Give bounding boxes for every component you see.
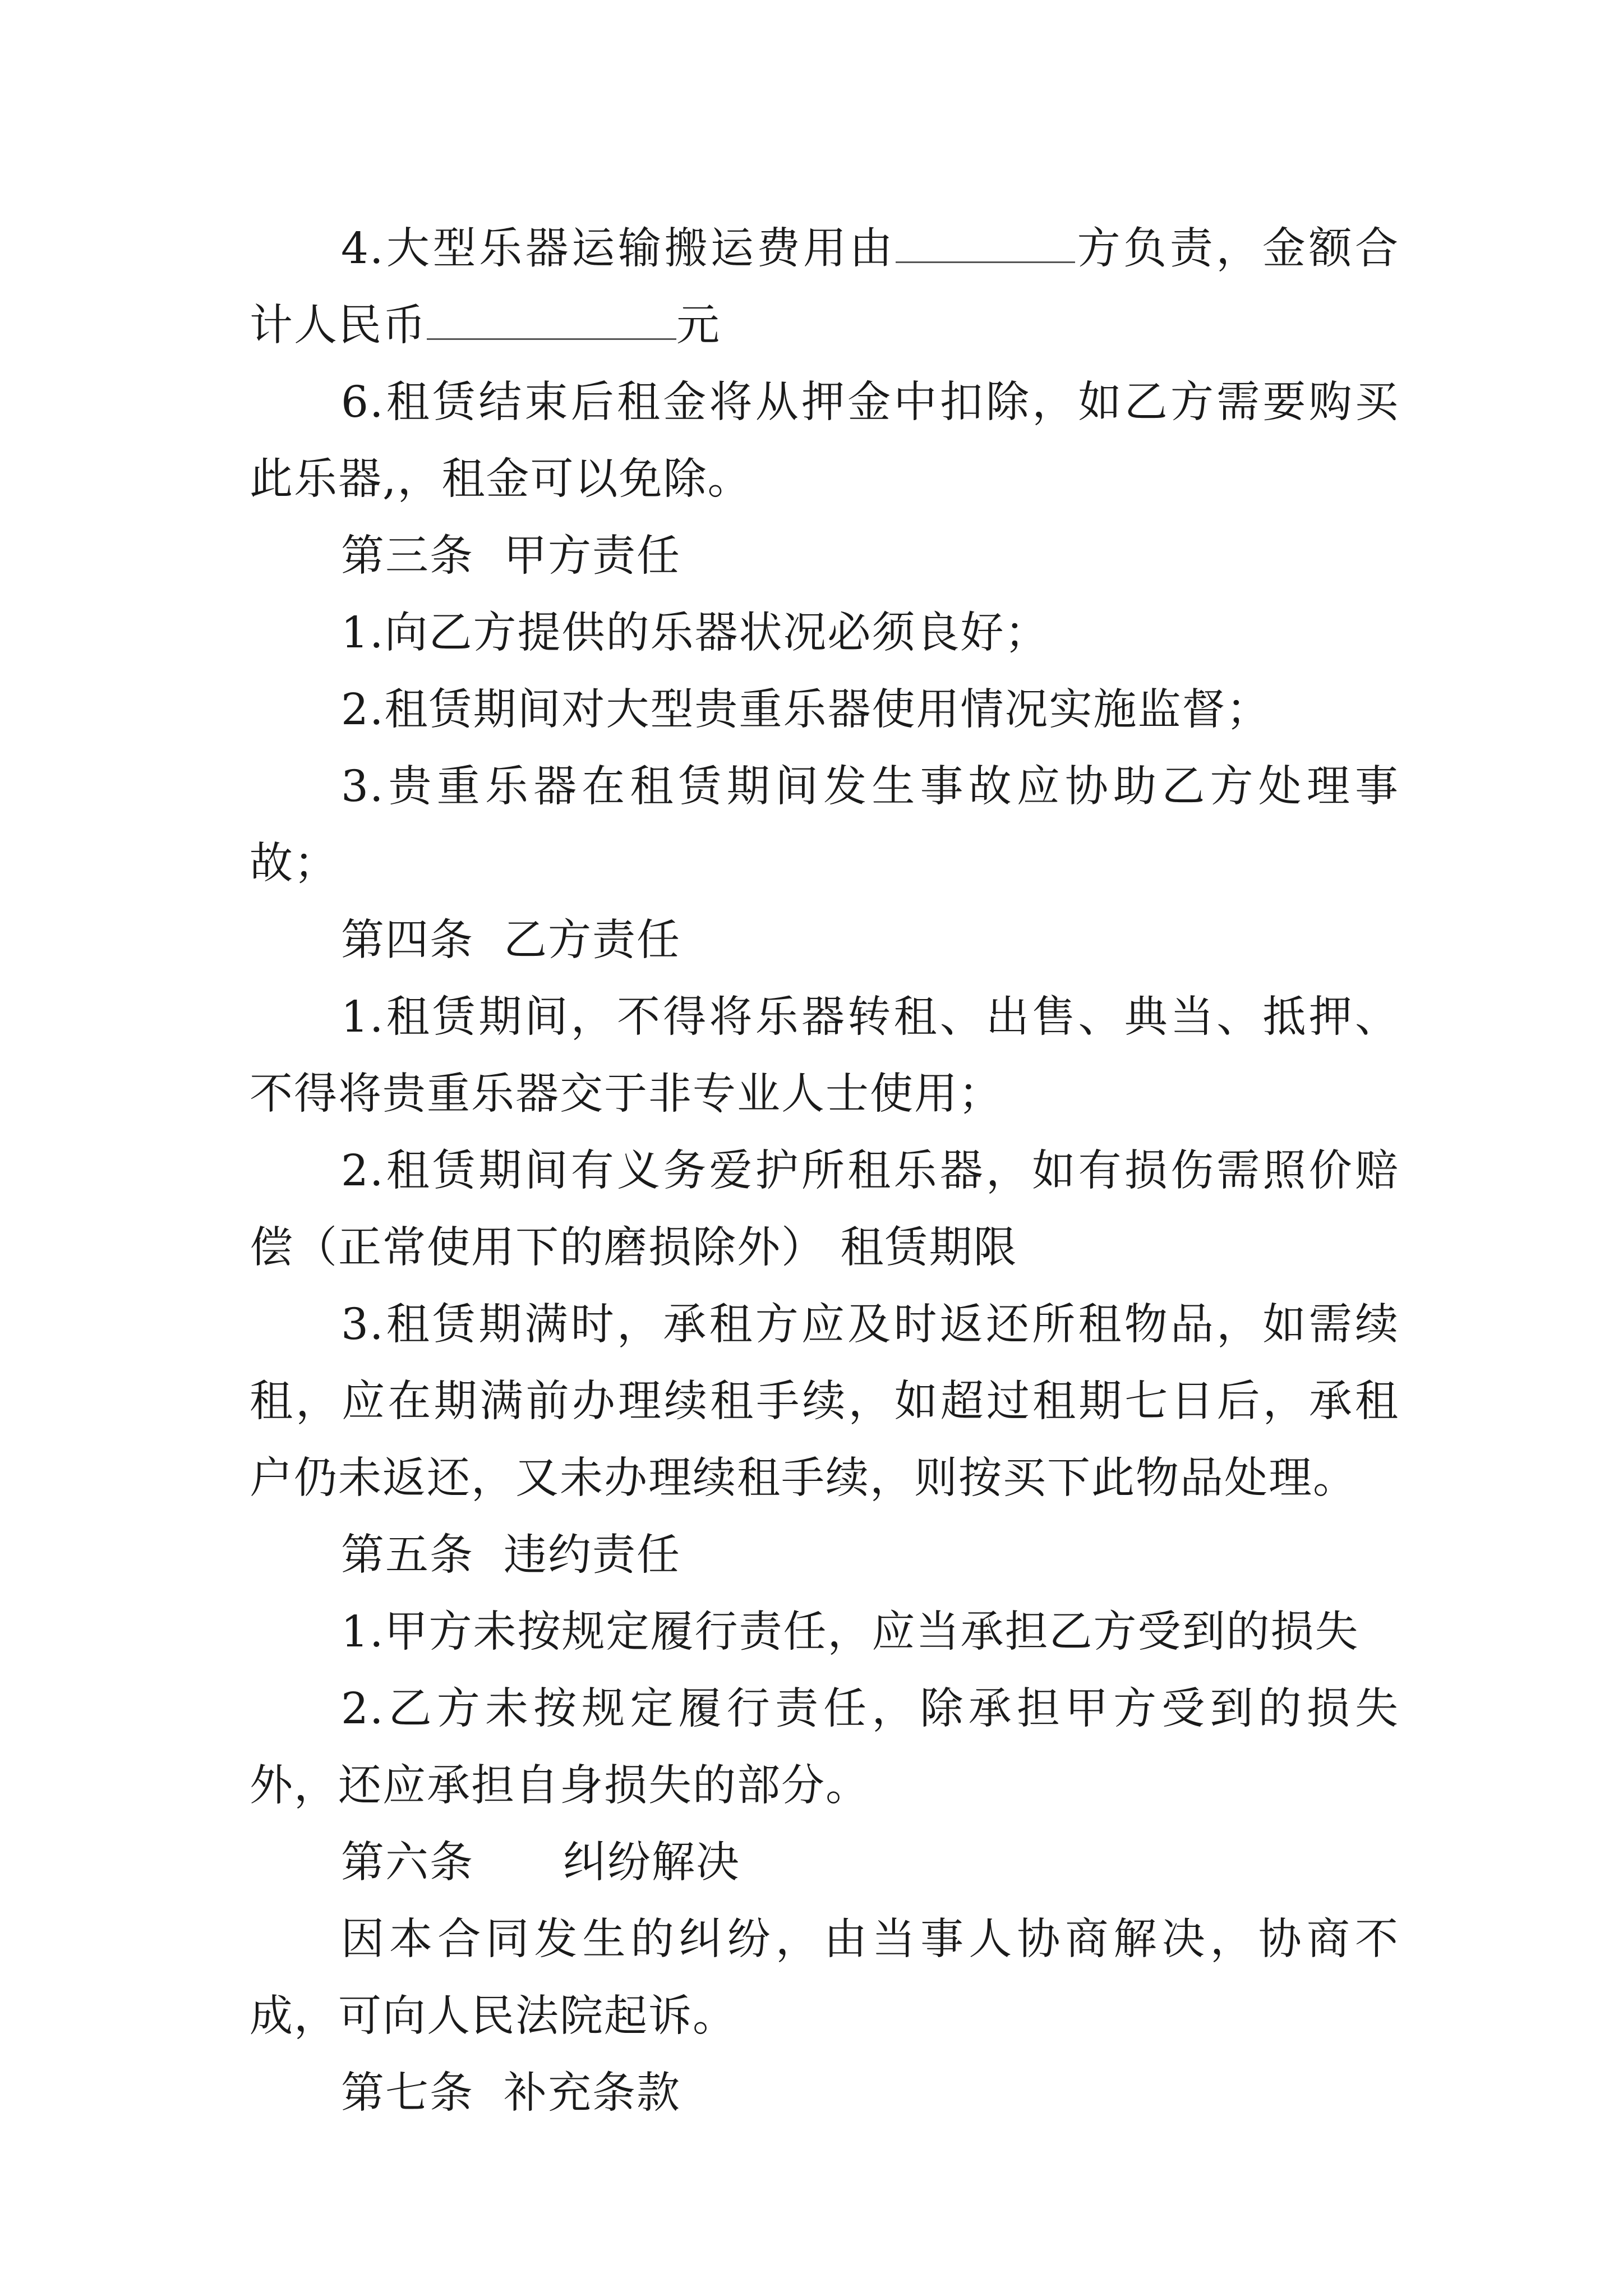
paragraph-5-1: 1.甲方未按规定履行责任，应当承担乙方受到的损失	[341, 1607, 1359, 1657]
responsible-party-blank[interactable]	[896, 228, 1075, 263]
paragraph-4-2: 2.租赁期间有义务爱护所租乐器，如有损伤需照价赔偿（正常使用下的磨损除外） 租赁期限	[250, 1146, 1399, 1273]
paragraph-4-3: 3.租赁期满时，承租方应及时返还所租物品，如需续租，应在期满前办理续租手续，如超过租期七日后，承租户仍未返还，又未办理续租手续，则按买下此物品处理。	[250, 1300, 1399, 1503]
transport-fee-text-1: 4.大型乐器运输搬运费用由	[341, 224, 896, 274]
heading-article-5: 第五条 违约责任	[341, 1530, 681, 1580]
paragraph-rent-deduction: 6.租赁结束后租金将从押金中扣除，如乙方需要购买此乐器,，租金可以免除。	[250, 378, 1399, 504]
transport-fee-text-3: 元	[676, 301, 721, 351]
paragraph-3-1: 1.向乙方提供的乐器状况必须良好；	[341, 608, 1049, 658]
heading-article-4: 第四条 乙方责任	[341, 915, 681, 965]
paragraph-transport-fee	[250, 210, 1399, 364]
heading-article-7: 第七条 补充条款	[341, 2068, 681, 2118]
amount-blank[interactable]	[427, 305, 676, 340]
paragraph-4-1: 1.租赁期间，不得将乐器转租、出售、典当、抵押、不得将贵重乐器交于非专业人士使用；	[250, 992, 1399, 1119]
paragraph-3-3: 3.贵重乐器在租赁期间发生事故应协助乙方处理事故；	[250, 762, 1399, 889]
paragraph-3-2: 2.租赁期间对大型贵重乐器使用情况实施监督；	[341, 685, 1271, 735]
transport-fee-text-2: 方负责，金额合计人民币	[250, 224, 1400, 351]
paragraph-5-2: 2.乙方未按规定履行责任，除承担甲方受到的损失外，还应承担自身损失的部分。	[250, 1684, 1399, 1811]
contract-body	[250, 210, 1399, 2132]
heading-article-6: 第六条 纠纷解决	[341, 1838, 740, 1888]
paragraph-6: 因本合同发生的纠纷，由当事人协商解决，协商不成，可向人民法院起诉。	[250, 1915, 1399, 2041]
heading-article-3: 第三条 甲方责任	[341, 531, 681, 581]
